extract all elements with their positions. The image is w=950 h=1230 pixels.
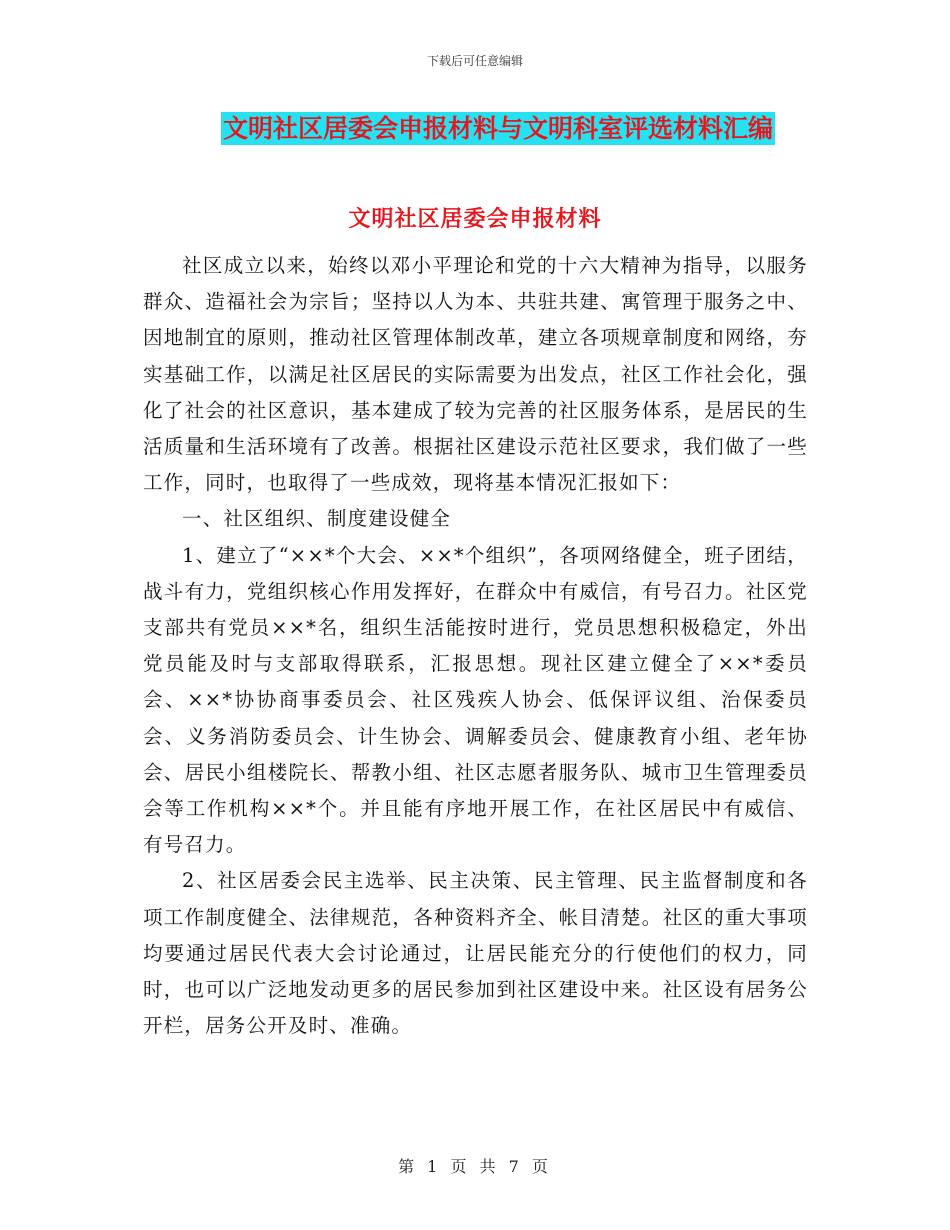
main-title: 文明社区居委会申报材料与文明科室评选材料汇编 (222, 114, 773, 143)
page-number: 第 1 页 共 7 页 (398, 1157, 552, 1176)
main-title-container (0, 112, 950, 145)
document-body (143, 248, 808, 1044)
paragraph-intro: 社区成立以来，始终以邓小平理论和党的十六大精神为指导，以服务群众、造福社会为宗旨；坚持以人为本、共驻共建、寓管理于服务之中、因地制宜的原则，推动社区管理体制改革，建立各项规章制度和网络，夯实基础工作，以满足社区居民的实际需要为出发点，社区工作社会化，强化了社会的社区意识，基本建成了较为完善的社区服务体系，是居民的生活质量和生活环境有了改善。根据社区建设示范社区要求，我们做了一些工作，同时，也取得了一些成效，现将基本情况汇报如下： (143, 254, 808, 495)
paragraph-item-2: 2、社区居委会民主选举、民主决策、民主管理、民主监督制度和各项工作制度健全、法律规范，各种资料齐全、帐目清楚。社区的重大事项均要通过居民代表大会讨论通过，让居民能充分的行使他们的权力，同时，也可以广泛地发动更多的居民参加到社区建设中来。社区设有居务公开栏，居务公开及时、准确。 (143, 869, 808, 1038)
page-header-note: 下载后可任意编辑 (426, 54, 523, 68)
paragraph-item-1: 1、建立了“××*个大会、××*个组织”，各项网络健全，班子团结，战斗有力，党组织核心作用发挥好，在群众中有威信，有号召力。社区党支部共有党员××*名，组织生活能按时进行，党员思想积极稳定，外出党员能及时与支部取得联系，汇报思想。现社区建立健全了××*委员会、××*协协商事委员会、社区残疾人协会、低保评议组、治保委员会、义务消防委员会、计生协会、调解委员会、健康教育小组、老年协会、居民小组楼院长、帮教小组、社区志愿者服务队、城市卫生管理委员会等工作机构××*个。并且能有序地开展工作，在社区居民中有威信、有号召力。 (143, 543, 808, 857)
paragraph-heading-1: 一、社区组织、制度建设健全 (182, 507, 452, 531)
section-title: 文明社区居委会申报材料 (348, 207, 602, 232)
